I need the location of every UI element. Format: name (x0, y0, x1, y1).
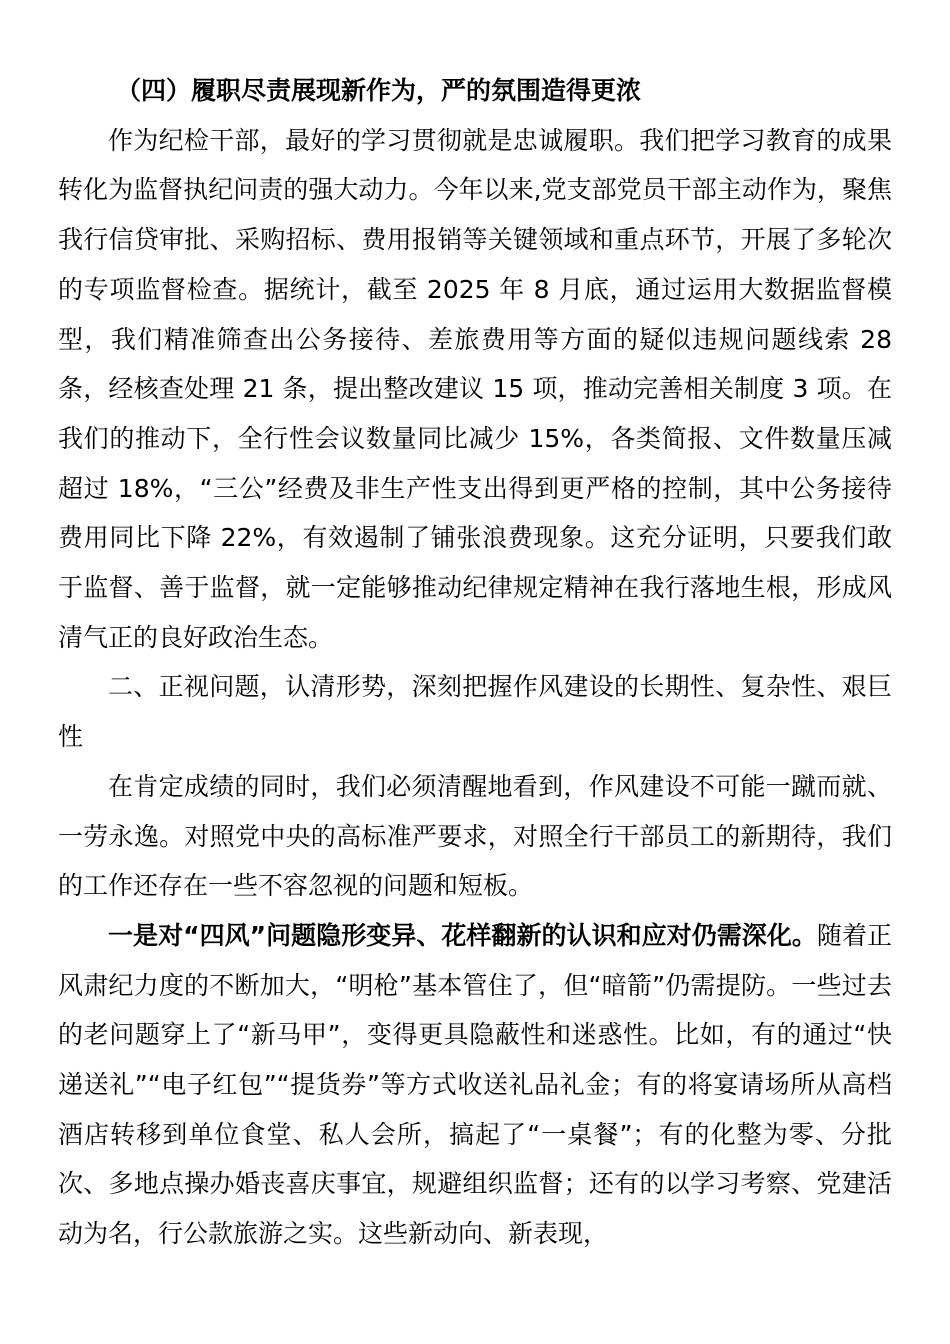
subsection-heading: （四）履职尽责展现新作为，严的氛围造得更浓 (116, 76, 642, 105)
document-page (58, 66, 892, 1259)
problem-one-body: 随着正风肃纪力度的不断加大，“明枪”基本管住了，但“暗箭”仍需提防。一些过去的老问题穿上了“新马甲”，变得更具隐蔽性和迷惑性。比如，有的通过“快递送礼”“电子红包”“提货券”等方式收送礼品礼金；有的将宴请场所从高档酒店转移到单位食堂、私人会所，搞起了“一桌餐”；有的化整为零、分批次、多地点操办婚丧喜庆事宜，规避组织监督；还有的以学习考察、党建活动为名，行公款旅游之实。这些新动向、新表现， (58, 920, 892, 1249)
body-paragraph-achievements: 作为纪检干部，最好的学习贯彻就是忠诚履职。我们把学习教育的成果转化为监督执纪问责的强大动力。今年以来,党支部党员干部主动作为，聚焦我行信贷审批、采购招标、费用报销等关键领域和重点环节，开展了多轮次的专项监督检查。据统计，截至 2025 年 8 月底，通过运用大数据监督模型，我们精准筛查出公务接待、差旅费用等方面的疑似违规问题线索 28 条，经核查处理 21 条，提出整改建议 15 项，推动完善相关制度 3 项。在我们的推动下，全行性会议数量同比减少 15%，各类简报、文件数量压减超过 18%，“三公”经费及非生产性支出得到更严格的控制，其中公务接待费用同比下降 22%，有效遏制了铺张浪费现象。这充分证明，只要我们敢于监督、善于监督，就一定能够推动纪律规定精神在我行落地生根，形成风清气正的良好政治生态。 (58, 125, 892, 652)
body-paragraph-problems-intro: 在肯定成绩的同时，我们必须清醒地看到，作风建设不可能一蹴而就、一劳永逸。对照党中央的高标准严要求，对照全行干部员工的新期待，我们的工作还存在一些不容忽视的问题和短板。 (58, 771, 892, 901)
section-title: 二、正视问题，认清形势，深刻把握作风建设的长期性、复杂性、艰巨性 (58, 672, 892, 752)
body-paragraph-problem-one (58, 911, 892, 1259)
problem-one-lead: 一是对“四风”问题隐形变异、花样翻新的认识和应对仍需深化。 (108, 920, 817, 950)
